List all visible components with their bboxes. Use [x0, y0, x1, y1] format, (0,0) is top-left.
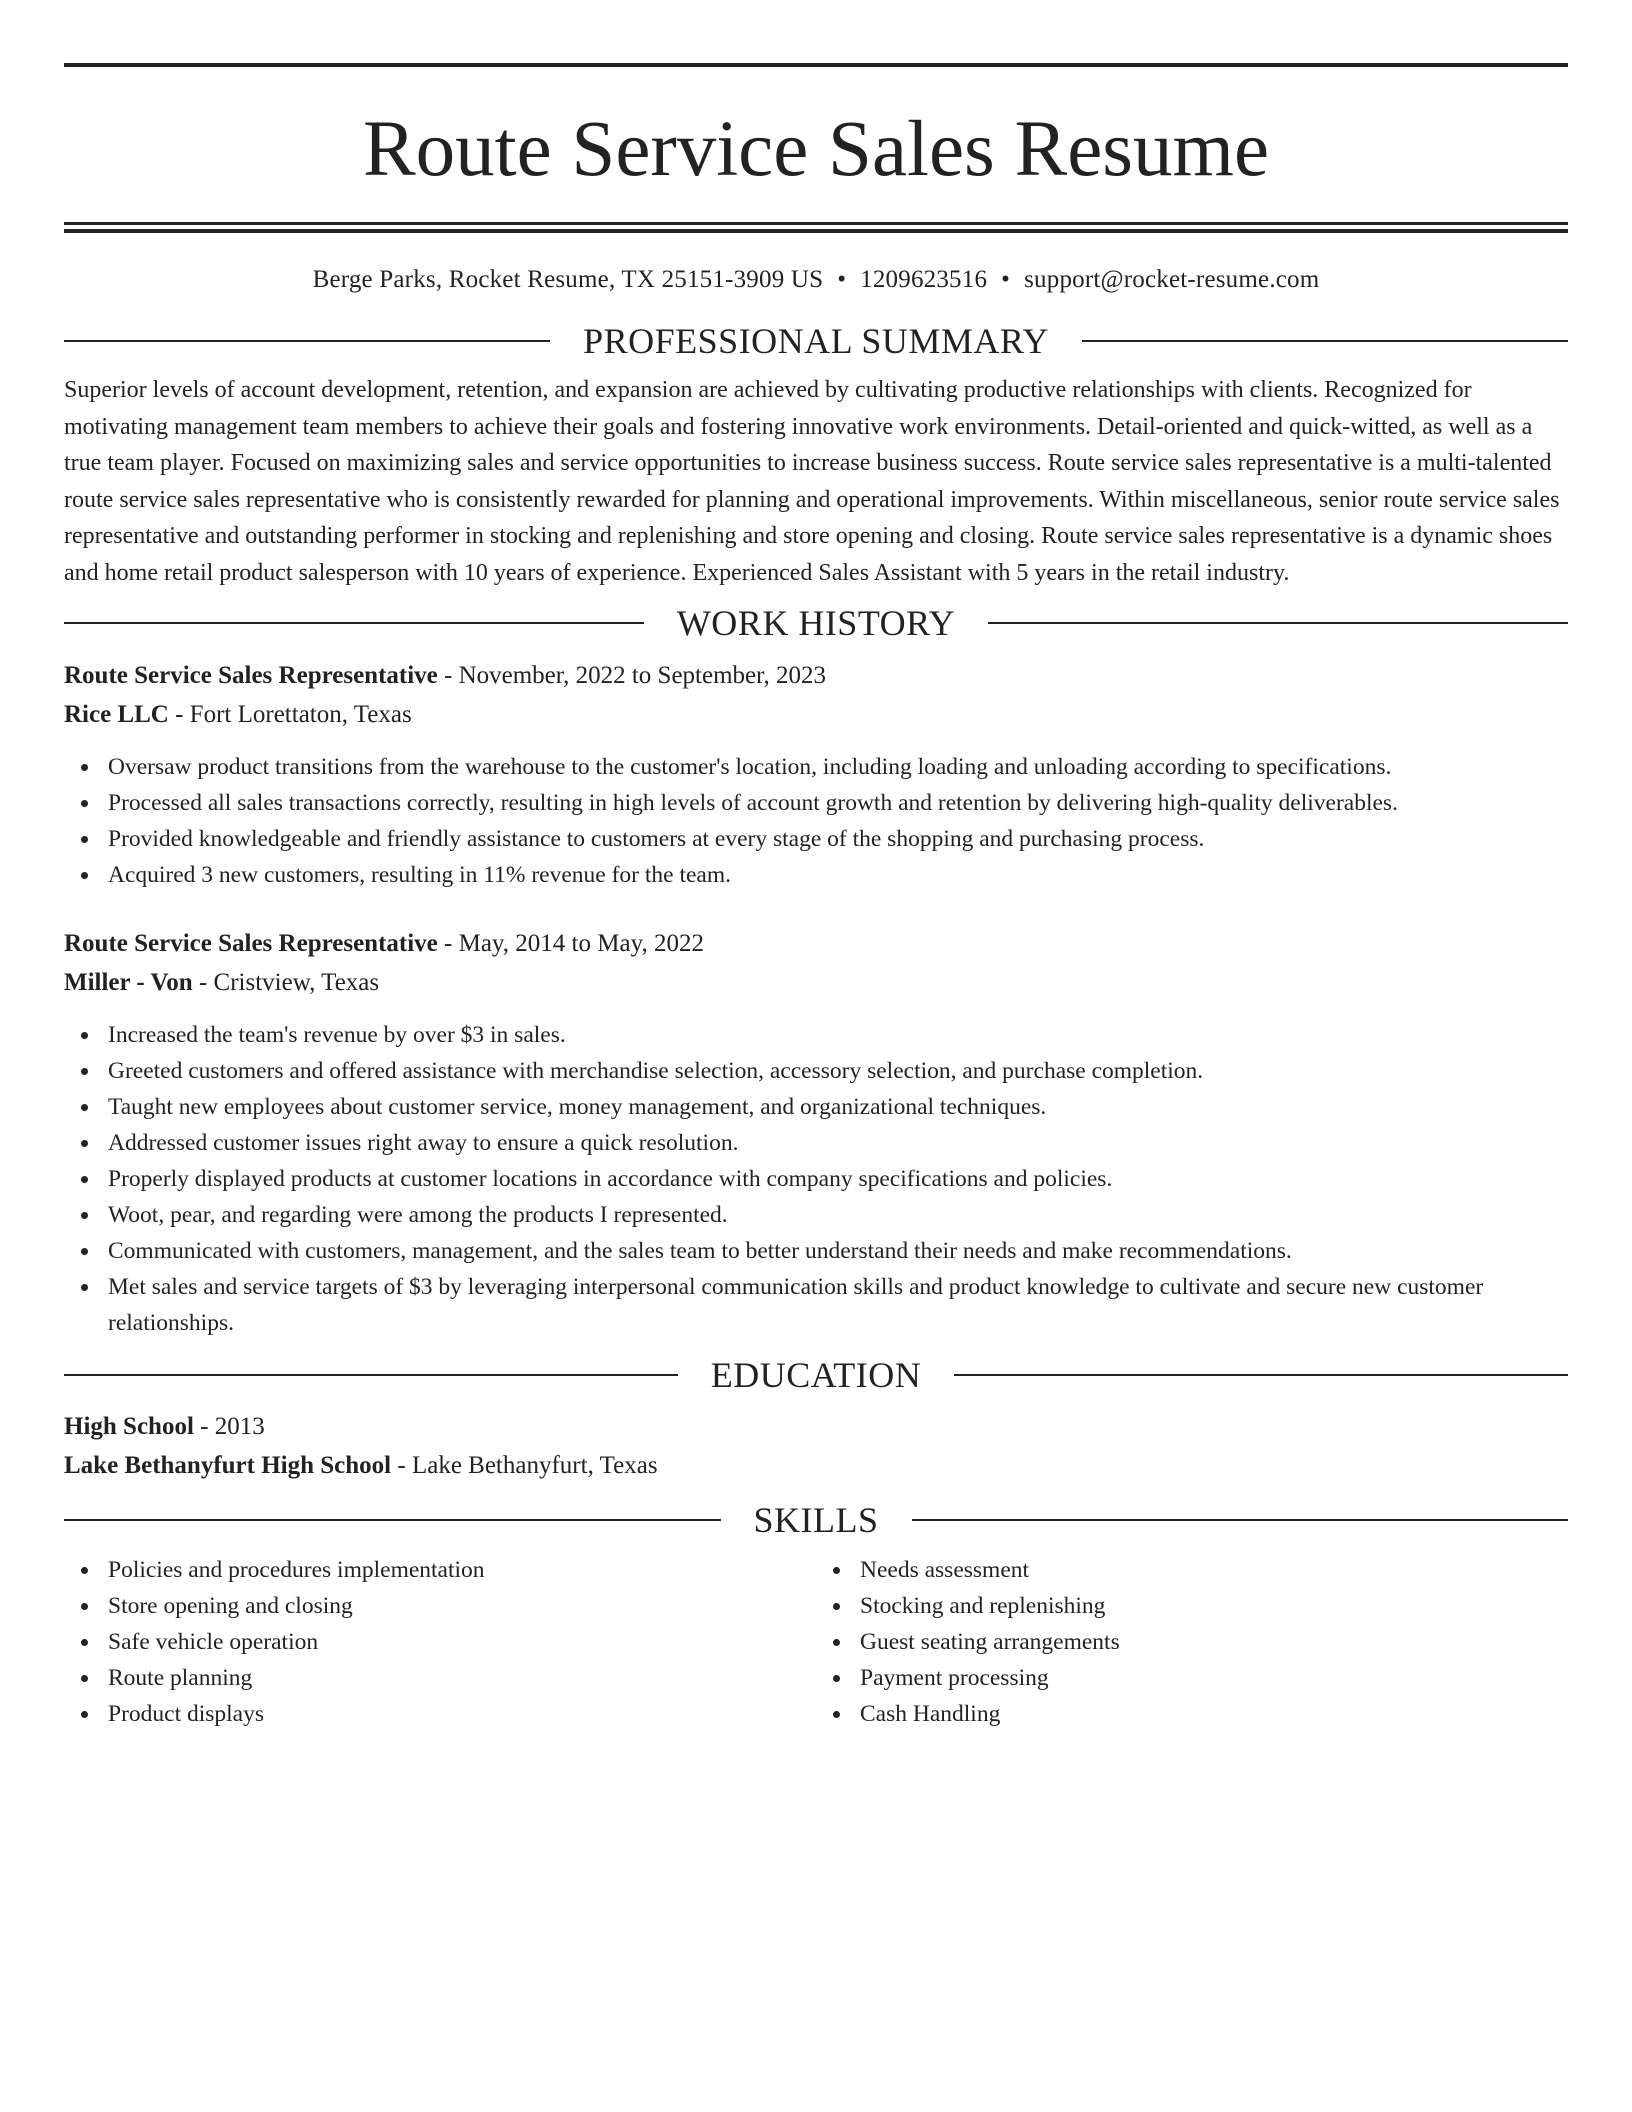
top-rule [64, 63, 1568, 67]
divider-line [64, 1519, 721, 1521]
section-title: EDUCATION [710, 1355, 922, 1395]
skills-columns [64, 1552, 1568, 1732]
list-item: Payment processing [860, 1660, 1568, 1696]
list-item: Safe vehicle operation [108, 1624, 816, 1660]
section-heading-skills [64, 1500, 1568, 1540]
job-title-line [64, 656, 1568, 695]
list-item: Greeted customers and offered assistance with merchandise selection, accessory selection, and purchase completion. [108, 1053, 1568, 1089]
education-location: - Lake Bethanyfurt, Texas [391, 1452, 658, 1479]
divider-line [1082, 340, 1568, 342]
section-heading-summary [64, 321, 1568, 361]
list-item: Processed all sales transactions correctly, resulting in high levels of account growth and retention by delivering high-quality deliverables. [108, 785, 1568, 821]
job-bullets [64, 1017, 1568, 1341]
education-degree: High School [64, 1413, 194, 1440]
list-item: Guest seating arrangements [860, 1624, 1568, 1660]
education-degree-line [64, 1407, 1568, 1446]
contact-separator: • [1001, 266, 1011, 293]
education-school: Lake Bethanyfurt High School [64, 1452, 392, 1479]
list-item: Addressed customer issues right away to ensure a quick resolution. [108, 1125, 1568, 1161]
list-item: Stocking and replenishing [860, 1588, 1568, 1624]
job-dates: - May, 2014 to May, 2022 [437, 930, 704, 957]
divider-line [64, 622, 644, 624]
resume-page [64, 0, 1568, 1732]
job-dates: - November, 2022 to September, 2023 [437, 662, 826, 689]
contact-phone[interactable]: 1209623516 [860, 266, 988, 293]
job-entry [64, 656, 1568, 893]
list-item: Communicated with customers, management, and the sales team to better understand their needs and make recommendations. [108, 1233, 1568, 1269]
list-item: Policies and procedures implementation [108, 1552, 816, 1588]
job-title: Route Service Sales Representative [64, 930, 438, 957]
section-heading-education [64, 1355, 1568, 1395]
job-bullets [64, 749, 1568, 893]
resume-title: Route Service Sales Resume [362, 106, 1270, 193]
education-school-line [64, 1446, 1568, 1485]
job-title: Route Service Sales Representative [64, 662, 438, 689]
job-company: Miller - Von [64, 969, 193, 996]
list-item: Needs assessment [860, 1552, 1568, 1588]
title-double-rule [64, 222, 1568, 233]
section-title: PROFESSIONAL SUMMARY [583, 321, 1049, 361]
skills-list-right [816, 1552, 1568, 1732]
list-item: Acquired 3 new customers, resulting in 11% revenue for the team. [108, 857, 1568, 893]
job-title-line [64, 924, 1568, 963]
divider-line [988, 622, 1568, 624]
contact-line [64, 263, 1568, 297]
job-company-line [64, 695, 1568, 734]
divider-line [912, 1519, 1569, 1521]
list-item: Increased the team's revenue by over $3 in sales. [108, 1017, 1568, 1053]
skills-list-left [64, 1552, 816, 1732]
list-item: Provided knowledgeable and friendly assistance to customers at every stage of the shopping and purchasing process. [108, 821, 1568, 857]
contact-separator: • [837, 266, 847, 293]
contact-email[interactable]: support@rocket-resume.com [1024, 266, 1320, 293]
list-item: Cash Handling [860, 1696, 1568, 1732]
list-item: Taught new employees about customer service, money management, and organizational techniques. [108, 1089, 1568, 1125]
contact-address: Berge Parks, Rocket Resume, TX 25151-3909 US [312, 266, 824, 293]
job-location: - Fort Lorettaton, Texas [168, 701, 412, 728]
list-item: Woot, pear, and regarding were among the products I represented. [108, 1197, 1568, 1233]
list-item: Properly displayed products at customer locations in accordance with company specifications and policies. [108, 1161, 1568, 1197]
list-item: Product displays [108, 1696, 816, 1732]
job-location: - Cristview, Texas [192, 969, 380, 996]
job-entry [64, 924, 1568, 1341]
section-title: WORK HISTORY [676, 603, 956, 643]
divider-line [64, 1374, 678, 1376]
job-company: Rice LLC [64, 701, 169, 728]
divider-line [64, 340, 550, 342]
education-year: - 2013 [193, 1413, 265, 1440]
education-entry [64, 1407, 1568, 1485]
section-title: SKILLS [753, 1500, 879, 1540]
list-item: Route planning [108, 1660, 816, 1696]
list-item: Store opening and closing [108, 1588, 816, 1624]
summary-text: Superior levels of account development, retention, and expansion are achieved by cultivating productive relationships with clients. Recognized for motivating management team members to achieve their goals and fostering innovative work environments. Detail-oriented and quick-witted, as well as a true team player. Focused on maximizing sales and service opportunities to increase business success. Route service sales representative is a multi-talented route service sales representative who is consistently rewarded for planning and operational improvements. Within miscellaneous, senior route service sales representative and outstanding performer in stocking and replenishing and store opening and closing. Route service sales representative is a dynamic shoes and home retail product salesperson with 10 years of experience. Experienced Sales Assistant with 5 years in the retail industry. [64, 377, 1560, 586]
divider-line [954, 1374, 1568, 1376]
list-item: Oversaw product transitions from the warehouse to the customer's location, including loading and unloading according to specifications. [108, 749, 1568, 785]
job-company-line [64, 963, 1568, 1002]
list-item: Met sales and service targets of $3 by leveraging interpersonal communication skills and product knowledge to cultivate and secure new customer relationships. [108, 1269, 1568, 1341]
section-heading-work-history [64, 603, 1568, 643]
